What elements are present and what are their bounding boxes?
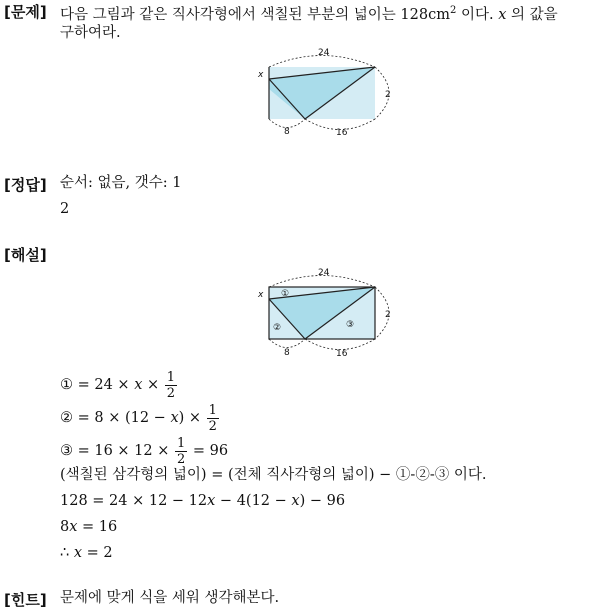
dim-arc-bottom-left (269, 339, 305, 348)
fraction-numerator: 1 (166, 369, 176, 385)
equation-main (60, 490, 345, 512)
label-top: 24 (318, 48, 330, 58)
eq2-mid: ) × (178, 410, 206, 426)
explanation-tag: [해설] (4, 246, 47, 264)
label-right: 2 (385, 90, 391, 100)
explanation-figure (248, 264, 408, 360)
label-bottom-right: 16 (336, 349, 348, 359)
variable-x: x (73, 545, 83, 561)
eq1-mid: × (142, 377, 164, 393)
eq4-part-b: − 4(12 − (215, 493, 292, 509)
variable-x: x (498, 6, 507, 23)
region-1-label: ① (281, 289, 290, 299)
problem-line-2: 구하여라. (60, 25, 121, 41)
label-x: x (258, 70, 264, 80)
fraction-denominator: 2 (208, 418, 217, 434)
equation-result (60, 542, 113, 564)
label-bottom-left: 8 (284, 127, 290, 137)
fraction-denominator: 2 (177, 451, 186, 467)
region-3-label: ③ (346, 320, 355, 330)
variable-x: x (291, 493, 300, 509)
eq5-rhs: = 16 (77, 519, 118, 535)
problem-line-1 (60, 0, 558, 26)
fraction-denominator: 2 (166, 385, 176, 401)
explanation-sentence: (색칠된 삼각형의 넓이) = (전체 직사각형의 넓이) − ①-②-③ 이다. (60, 467, 487, 483)
fraction-half (165, 370, 177, 401)
eq5-coef: 8 (60, 519, 70, 535)
fraction-numerator: 1 (208, 402, 217, 418)
label-bottom-right: 16 (336, 128, 348, 138)
equation-simplified (60, 516, 117, 538)
eq3-lhs: ③ = 16 × 12 × (60, 443, 175, 459)
equation-region-3 (60, 434, 228, 468)
eq1-lhs: ① = 24 × (60, 377, 135, 393)
hint-tag: [힌트] (4, 591, 47, 609)
problem-tag: [문제] (4, 3, 47, 21)
dim-arc-bottom-right (305, 339, 375, 350)
label-bottom-left: 8 (284, 348, 290, 358)
answer-line-1: 순서: 없음, 갯수: 1 (60, 175, 182, 191)
problem-figure (248, 44, 408, 138)
problem-text: 다음 그림과 같은 직사각형에서 색칠된 부분의 넓이는 128cm (60, 6, 450, 23)
equation-region-1 (60, 368, 178, 402)
label-top: 24 (318, 268, 330, 278)
hint-text: 문제에 맞게 식을 세워 생각해본다. (60, 590, 280, 606)
problem-text-end: 의 값을 (506, 6, 558, 23)
label-right: 2 (385, 310, 391, 320)
eq4-part-a: 128 = 24 × 12 − 12 (60, 493, 208, 509)
unit-superscript: 2 (449, 5, 457, 16)
problem-text-mid: 이다. (456, 6, 499, 23)
eq4-part-c: ) − 96 (299, 493, 346, 509)
fraction-half (207, 403, 219, 434)
fraction-numerator: 1 (177, 435, 186, 451)
therefore-symbol: ∴ (60, 545, 74, 561)
answer-tag: [정답] (4, 176, 47, 194)
region-2-label: ② (273, 323, 282, 333)
label-x: x (258, 290, 264, 300)
variable-x: x (69, 519, 78, 535)
fraction-half (175, 436, 187, 467)
answer-value: 2 (60, 201, 70, 217)
eq2-lhs: ② = 8 × (12 − (60, 410, 171, 426)
variable-x: x (170, 410, 179, 426)
variable-x: x (134, 377, 143, 393)
equation-region-2 (60, 401, 220, 435)
eq6-rhs: = 2 (82, 545, 113, 561)
eq3-rhs: = 96 (188, 443, 229, 459)
variable-x: x (207, 493, 216, 509)
